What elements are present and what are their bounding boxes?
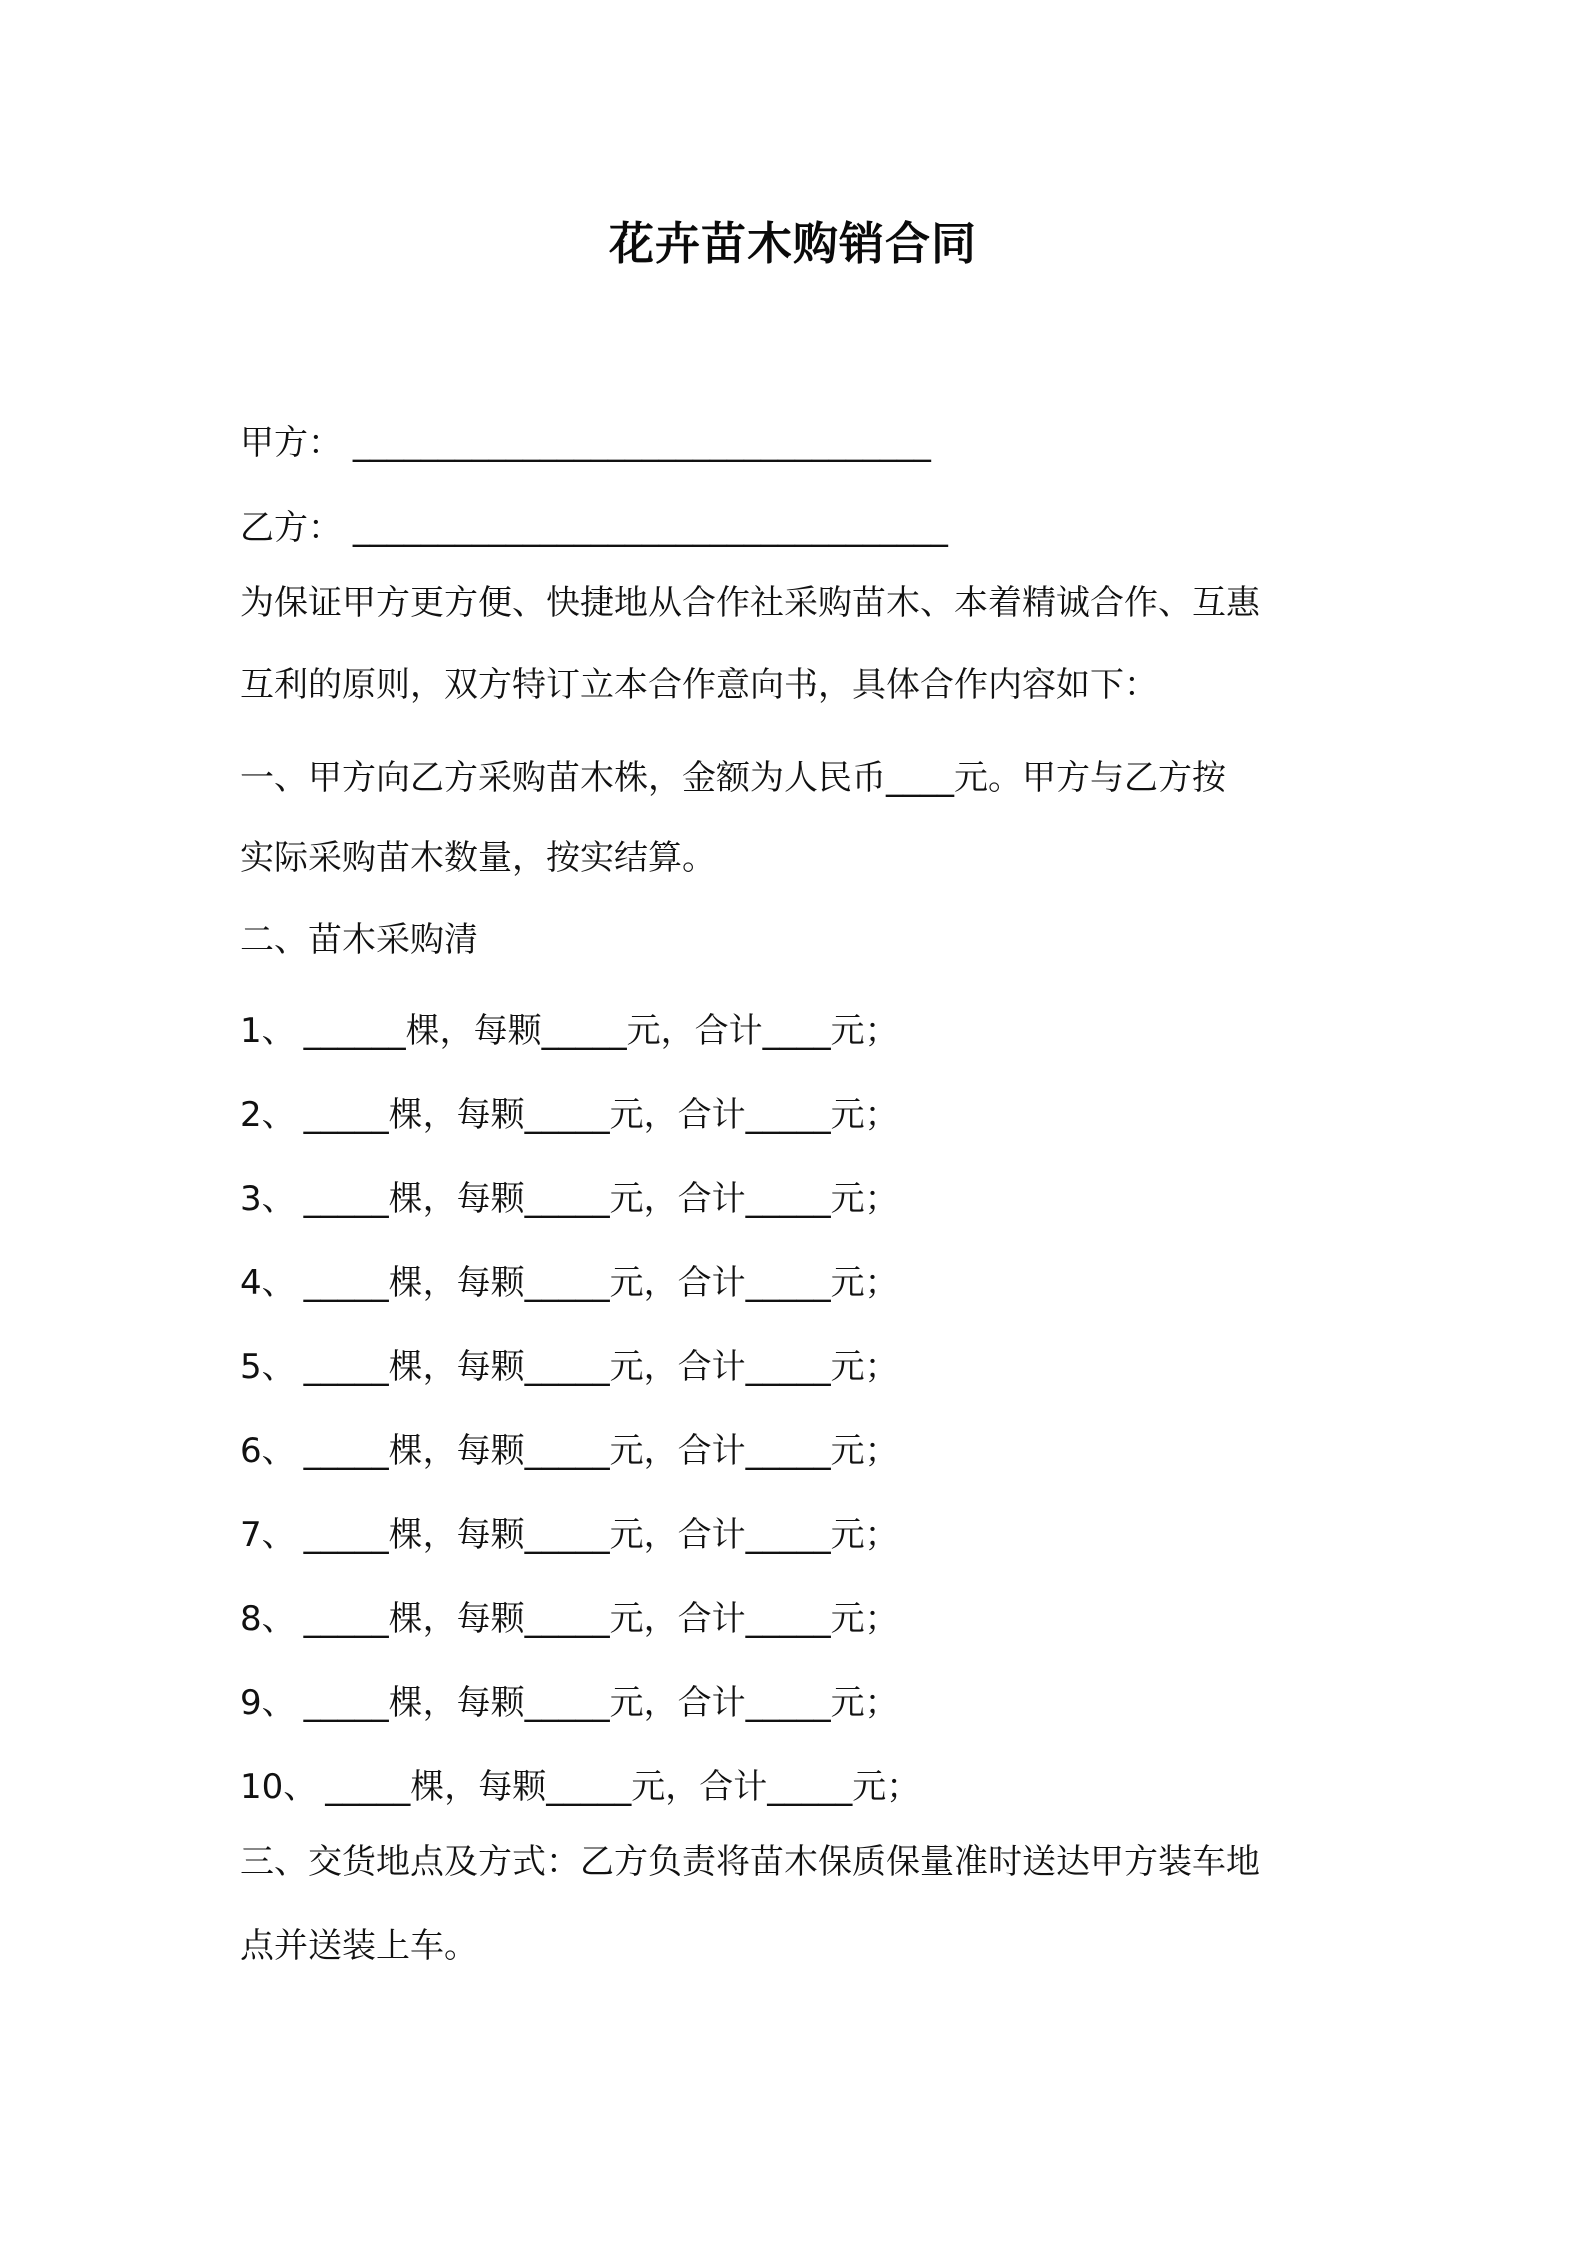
purchase-list-item — [240, 1595, 1360, 1643]
quantity-blank[interactable]: _____ — [303, 1683, 389, 1723]
party-a-blank[interactable]: __________________________________ — [352, 423, 931, 463]
item-number: 2、 — [240, 1095, 296, 1135]
clause1-line-2: 实际采购苗木数量，按实结算。 — [240, 838, 716, 878]
total-blank[interactable]: _____ — [745, 1431, 831, 1471]
total-label: 元，合计 — [609, 1347, 746, 1387]
yuan-label: 元； — [830, 1599, 899, 1639]
purchase-list-item — [240, 1511, 1360, 1559]
quantity-blank[interactable]: _____ — [303, 1599, 389, 1639]
item-number: 7、 — [240, 1515, 296, 1555]
purchase-list-item — [240, 1259, 1360, 1307]
total-label: 元，合计 — [609, 1431, 746, 1471]
total-blank[interactable]: _____ — [745, 1179, 831, 1219]
unit-price-label: 棵，每颗 — [388, 1599, 525, 1639]
quantity-blank[interactable]: _____ — [303, 1347, 389, 1387]
unit-price-blank[interactable]: _____ — [524, 1263, 610, 1303]
yuan-label: 元； — [830, 1347, 899, 1387]
yuan-label: 元； — [830, 1515, 899, 1555]
item-number: 4、 — [240, 1263, 296, 1303]
party-b-blank[interactable]: ___________________________________ — [352, 508, 948, 548]
yuan-label: 元； — [830, 1263, 899, 1303]
intro-line-2: 互利的原则，双方特订立本合作意向书，具体合作内容如下： — [240, 665, 1158, 705]
total-blank[interactable]: ____ — [762, 1011, 831, 1051]
purchase-list-item — [240, 1175, 1360, 1223]
total-label: 元，合计 — [631, 1767, 768, 1807]
unit-price-label: 棵，每颗 — [410, 1767, 547, 1807]
item-number: 6、 — [240, 1431, 296, 1471]
total-blank[interactable]: _____ — [767, 1767, 853, 1807]
total-label: 元，合计 — [609, 1095, 746, 1135]
total-blank[interactable]: _____ — [745, 1263, 831, 1303]
item-number: 9、 — [240, 1683, 296, 1723]
yuan-label: 元； — [830, 1179, 899, 1219]
unit-price-blank[interactable]: _____ — [524, 1431, 610, 1471]
unit-price-label: 棵，每颗 — [388, 1263, 525, 1303]
unit-price-blank[interactable]: _____ — [524, 1179, 610, 1219]
purchase-list-item — [240, 1007, 1360, 1055]
unit-price-label: 棵，每颗 — [388, 1515, 525, 1555]
unit-price-blank[interactable]: _____ — [524, 1347, 610, 1387]
total-blank[interactable]: _____ — [745, 1683, 831, 1723]
clause1-prefix: 一、甲方向乙方采购苗木株，金额为人民币 — [240, 758, 886, 798]
clause2-heading: 二、苗木采购清 — [240, 920, 478, 960]
unit-price-label: 棵，每颗 — [388, 1179, 525, 1219]
item-number: 1、 — [240, 1011, 296, 1051]
unit-price-blank[interactable]: _____ — [524, 1095, 610, 1135]
party-b-line — [240, 504, 1360, 552]
unit-price-label: 棵，每颗 — [388, 1431, 525, 1471]
yuan-label: 元； — [830, 1683, 899, 1723]
purchase-list-item — [240, 1763, 1360, 1811]
yuan-label: 元； — [830, 1431, 899, 1471]
clause1-line-1 — [240, 754, 1360, 802]
party-a-label: 甲方： — [240, 423, 342, 463]
quantity-blank[interactable]: _____ — [303, 1263, 389, 1303]
intro-line-1: 为保证甲方更方便、快捷地从合作社采购苗木、本着精诚合作、互惠 — [240, 583, 1260, 623]
total-label: 元，合计 — [609, 1683, 746, 1723]
quantity-blank[interactable]: _____ — [325, 1767, 411, 1807]
quantity-blank[interactable]: ______ — [303, 1011, 406, 1051]
clause1-suffix: 元。甲方与乙方按 — [954, 758, 1226, 798]
party-b-label: 乙方： — [240, 508, 342, 548]
total-label: 元，合计 — [609, 1179, 746, 1219]
total-blank[interactable]: _____ — [745, 1515, 831, 1555]
yuan-label: 元； — [852, 1767, 921, 1807]
purchase-list-item — [240, 1343, 1360, 1391]
total-label: 元，合计 — [626, 1011, 763, 1051]
total-label: 元，合计 — [609, 1599, 746, 1639]
total-blank[interactable]: _____ — [745, 1347, 831, 1387]
item-number: 5、 — [240, 1347, 296, 1387]
item-number: 10、 — [240, 1767, 318, 1807]
unit-price-label: 棵，每颗 — [388, 1683, 525, 1723]
total-blank[interactable]: _____ — [745, 1095, 831, 1135]
document-title: 花卉苗木购销合同 — [608, 217, 977, 270]
unit-price-label: 棵，每颗 — [405, 1011, 542, 1051]
purchase-list-item — [240, 1427, 1360, 1475]
unit-price-blank[interactable]: _____ — [541, 1011, 627, 1051]
yuan-label: 元； — [830, 1095, 899, 1135]
item-number: 8、 — [240, 1599, 296, 1639]
total-label: 元，合计 — [609, 1263, 746, 1303]
unit-price-blank[interactable]: _____ — [546, 1767, 632, 1807]
unit-price-blank[interactable]: _____ — [524, 1599, 610, 1639]
yuan-label: 元； — [830, 1011, 899, 1051]
party-a-line — [240, 419, 1360, 467]
purchase-list-item — [240, 1679, 1360, 1727]
amount-blank[interactable]: ____ — [886, 758, 954, 798]
unit-price-label: 棵，每颗 — [388, 1347, 525, 1387]
quantity-blank[interactable]: _____ — [303, 1431, 389, 1471]
clause3-line-1: 三、交货地点及方式：乙方负责将苗木保质保量准时送达甲方装车地 — [240, 1842, 1260, 1882]
quantity-blank[interactable]: _____ — [303, 1179, 389, 1219]
quantity-blank[interactable]: _____ — [303, 1095, 389, 1135]
unit-price-label: 棵，每颗 — [388, 1095, 525, 1135]
total-label: 元，合计 — [609, 1515, 746, 1555]
unit-price-blank[interactable]: _____ — [524, 1515, 610, 1555]
quantity-blank[interactable]: _____ — [303, 1515, 389, 1555]
unit-price-blank[interactable]: _____ — [524, 1683, 610, 1723]
purchase-list-item — [240, 1091, 1360, 1139]
total-blank[interactable]: _____ — [745, 1599, 831, 1639]
clause3-line-2: 点并送装上车。 — [240, 1926, 478, 1966]
item-number: 3、 — [240, 1179, 296, 1219]
